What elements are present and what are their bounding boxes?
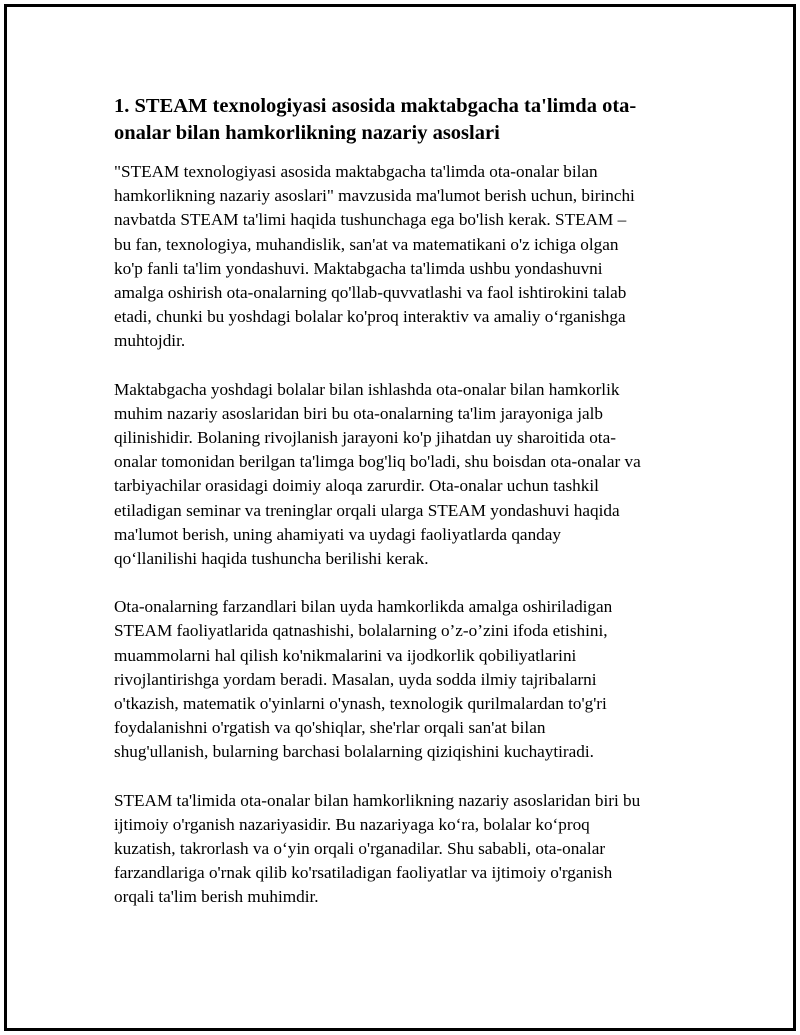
paragraph-line: navbatda STEAM ta'limi haqida tushunchaga ega bo'lish kerak. STEAM – <box>114 210 627 230</box>
paragraph-line: "STEAM texnologiyasi asosida maktabgacha ta'limda ota-onalar bilan <box>114 162 598 181</box>
paragraph-line: ma'lumot berish, uning ahamiyati va uydagi faoliyatlarda qanday <box>114 524 561 544</box>
section-heading <box>114 93 684 147</box>
paragraph-line: o'tkazish, matematik o'yinlarni o'ynash, texnologik qurilmalardan to'g'ri <box>114 694 607 714</box>
paragraph-line: onalar tomonidan berilgan ta'limga bog'liq bo'ladi, shu boisdan ota-onalar va <box>114 452 641 472</box>
paragraph-line: muammolarni hal qilish ko'nikmalarini va ijodkorlik qobiliyatlarini <box>114 645 577 665</box>
paragraph-line: Maktabgacha yoshdagi bolalar bilan ishlashda ota-onalar bilan hamkorlik <box>114 379 620 399</box>
paragraph-3 <box>114 595 684 764</box>
paragraph-1 <box>114 160 684 354</box>
paragraph-line: rivojlantirishga yordam beradi. Masalan, uyda sodda ilmiy tajribalarni <box>114 669 597 689</box>
document-body <box>114 93 684 934</box>
paragraph-line: etadi, chunki bu yoshdagi bolalar ko'proq interaktiv va amaliy o‘rganishga <box>114 307 626 327</box>
paragraph-line: qo‘llanilishi haqida tushuncha berilishi kerak. <box>114 549 429 569</box>
paragraph-line: farzandlariga o'rnak qilib ko'rsatiladigan faoliyatlar va ijtimoiy o'rganish <box>114 863 613 883</box>
paragraph-line: tarbiyachilar orasidagi doimiy aloqa zarurdir. Ota-onalar uchun tashkil <box>114 476 599 496</box>
paragraph-line: bu fan, texnologiya, muhandislik, san'at va matematikani o'z ichiga olgan <box>114 234 619 254</box>
paragraph-line: kuzatish, takrorlash va o‘yin orqali o'rganadilar. Shu sababli, ota-onalar <box>114 839 606 859</box>
paragraph-line: qilinishidir. Bolaning rivojlanish jarayoni ko'p jihatdan uy sharoitida ota- <box>114 428 616 448</box>
paragraph-line: ijtimoiy o'rganish nazariyasidir. Bu nazariyaga ko‘ra, bolalar ko‘proq <box>114 814 590 834</box>
paragraph-line: muhtojdir. <box>114 331 186 351</box>
paragraph-line: ko'p fanli ta'lim yondashuvi. Maktabgacha ta'limda ushbu yondashuvni <box>114 258 603 278</box>
paragraph-line: STEAM ta'limida ota-onalar bilan hamkorlikning nazariy asoslaridan biri bu <box>114 790 641 810</box>
paragraph-line: etiladigan seminar va treninglar orqali ularga STEAM yondashuvi haqida <box>114 500 620 520</box>
paragraph-line: Ota-onalarning farzandlari bilan uyda hamkorlikda amalga oshiriladigan <box>114 597 613 617</box>
paragraph-4 <box>114 789 684 910</box>
paragraph-line: hamkorlikning nazariy asoslari" mavzusida ma'lumot berish uchun, birinchi <box>114 186 635 206</box>
heading-line: 1. STEAM texnologiyasi asosida maktabgacha ta'limda ota- <box>114 95 637 117</box>
heading-line: onalar bilan hamkorlikning nazariy asoslari <box>114 122 500 144</box>
paragraph-line: muhim nazariy asoslaridan biri bu ota-onalarning ta'lim jarayoniga jalb <box>114 403 603 423</box>
paragraph-line: shug'ullanish, bularning barchasi bolalarning qiziqishini kuchaytiradi. <box>114 742 594 762</box>
paragraph-2 <box>114 378 684 572</box>
paragraph-line: amalga oshirish ota-onalarning qo'llab-quvvatlashi va faol ishtirokini talab <box>114 283 627 303</box>
paragraph-line: STEAM faoliyatlarida qatnashishi, bolalarning o’z-o’zini ifoda etishini, <box>114 621 608 641</box>
paragraph-line: orqali ta'lim berish muhimdir. <box>114 887 319 907</box>
paragraph-line: foydalanishni o'rgatish va qo'shiqlar, she'rlar orqali san'at bilan <box>114 718 546 738</box>
